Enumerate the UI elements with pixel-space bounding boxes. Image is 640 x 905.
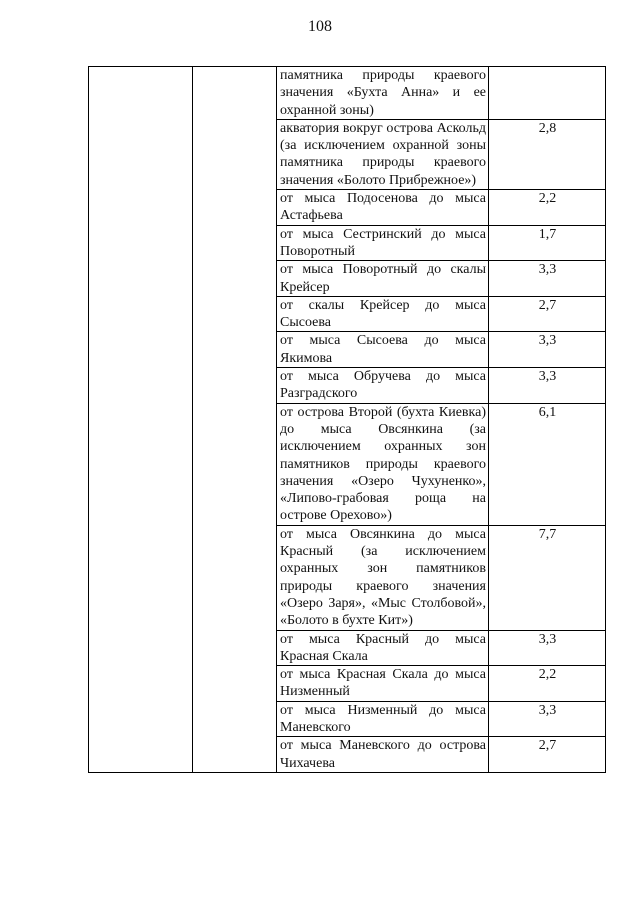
area-value: 6,1 <box>489 403 606 525</box>
area-description: от мыса Красная Скала до мыса Низменный <box>277 666 489 702</box>
area-description: от мыса Маневского до острова Чихачева <box>277 737 489 773</box>
empty-cell-1 <box>89 67 193 773</box>
area-value: 3,3 <box>489 368 606 404</box>
area-value: 1,7 <box>489 225 606 261</box>
area-description: от мыса Овсянкина до мыса Красный (за исключением охранных зон памятников природы краевого значения «Озеро Заря», «Мыс Столбовой», «Болото в бухте Кит») <box>277 525 489 630</box>
area-description: от острова Второй (бухта Киевка) до мыса Овсянкина (за исключением охранных зон памятников природы краевого значения «Озеро Чухуненко», «Липово-грабовая роща на острове Орехово») <box>277 403 489 525</box>
table-row <box>89 67 606 120</box>
area-value: 3,3 <box>489 261 606 297</box>
area-value: 2,7 <box>489 737 606 773</box>
area-value: 2,8 <box>489 119 606 189</box>
area-description: от мыса Обручева до мыса Разградского <box>277 368 489 404</box>
area-description: акватория вокруг острова Аскольд (за исключением охранной зоны памятника природы краевого значения «Болото Прибрежное») <box>277 119 489 189</box>
area-value: 2,2 <box>489 666 606 702</box>
area-value <box>489 67 606 120</box>
area-description: от мыса Сысоева до мыса Якимова <box>277 332 489 368</box>
area-value: 3,3 <box>489 701 606 737</box>
area-description: памятника природы краевого значения «Бухта Анна» и ее охранной зоны) <box>277 67 489 120</box>
area-value: 3,3 <box>489 332 606 368</box>
empty-cell-2 <box>193 67 277 773</box>
protected-areas-table <box>88 66 606 773</box>
area-value: 7,7 <box>489 525 606 630</box>
area-description: от мыса Красный до мыса Красная Скала <box>277 630 489 666</box>
area-description: от мыса Поворотный до скалы Крейсер <box>277 261 489 297</box>
area-value: 2,7 <box>489 296 606 332</box>
area-value: 2,2 <box>489 190 606 226</box>
page-number: 108 <box>308 18 332 35</box>
area-description: от скалы Крейсер до мыса Сысоева <box>277 296 489 332</box>
area-description: от мыса Низменный до мыса Маневского <box>277 701 489 737</box>
area-value: 3,3 <box>489 630 606 666</box>
table-body <box>89 67 606 773</box>
area-description: от мыса Подосенова до мыса Астафьева <box>277 190 489 226</box>
area-description: от мыса Сестринский до мыса Поворотный <box>277 225 489 261</box>
